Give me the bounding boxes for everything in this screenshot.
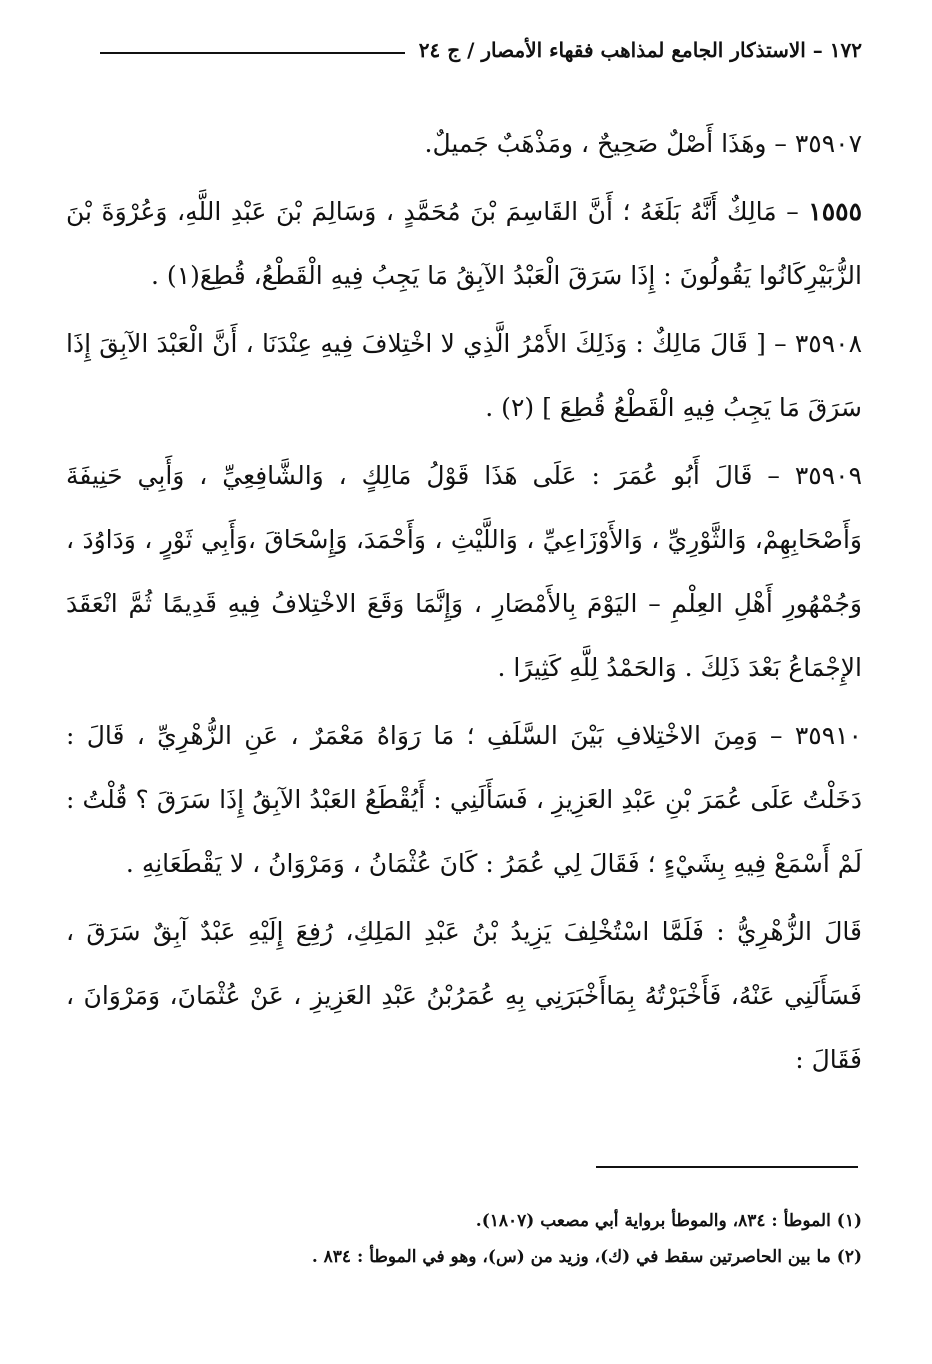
paragraph-text: قَالَ أَبُو عُمَرَ : عَلَى هَذَا قَوْلُ مَالِكٍ ، وَالشَّافِعِيِّ ، وَأَبِي حَنِيفَةَ وَأَصْحَابِهِمْ، وَالثَّوْرِيِّ ، وَالأَوْزَاعِيِّ ، وَاللَّيْثِ ، وَأَحْمَدَ، وَإِسْحَاقَ ،وَأَبِي ثَوْرٍ ، وَدَاوُدَ ، وَجُمْهُورِ أَهْلِ العِلْمِ – اليَوْمَ بِالأَمْصَارِ ، وَإِنَّمَا وَقَعَ الاخْتِلافُ فِيهِ قَدِيمًا ثُمَّ انْعَقَدَ الإِجْمَاعُ بَعْدَ ذَلِكَ . وَالحَمْدُ لِلَّهِ كَثِيرًا .: [66, 461, 862, 682]
main-text: [66, 112, 862, 1092]
paragraph-number: ٣٥٩٠٩: [794, 461, 862, 490]
paragraph-zuhri: [66, 900, 862, 1092]
paragraph-35908: ٣٥٩٠٨ – [ قَالَ مَالِكٌ : وَذَلِكَ الأَمْرُ الَّذِي لا اخْتِلافَ فِيهِ عِنْدَنَا ، أَنَّ الْعَبْدَ الآبِقَ إِذَا سَرَقَ مَا يَجِبُ فِيهِ الْقَطْعُ قُطِعَ ] (٢) .: [66, 329, 862, 422]
footnote-2: (٢) ما بين الحاصرتين سقط في (ك)، وزيد من (س)، وهو في الموطأ : ٨٣٤ .: [311, 1247, 862, 1267]
running-head-text: ١٧٢ – الاستذكار الجامع لمذاهب فقهاء الأمصار / ج ٢٤: [418, 38, 862, 62]
footnote-1: (١) الموطأ : ٨٣٤، والموطأ برواية أبي مصعب (١٨٠٧).: [475, 1211, 862, 1231]
header-rule: [100, 52, 405, 54]
paragraph-35910: ٣٥٩١٠ – وَمِنَ الاخْتِلافِ بَيْنَ السَّلَفِ ؛ مَا رَوَاهُ مَعْمَرٌ ، عَنِ الزُّهْرِيِّ ، قَالَ : دَخَلْتُ عَلَى عُمَرَ بْنِ عَبْدِ العَزِيزِ ، فَسَأَلَنِي : أَيُقْطَعُ العَبْدُ الآبِقُ إِذَا سَرَقَ ؟ قُلْتُ : لَمْ أَسْمَعْ فِيهِ بِشَيْءٍ ؛ فَقَالَ لِي عُمَرُ : كَانَ عُثْمَانُ ، وَمَرْوَانُ ، لا يَقْطَعَانِهِ .: [66, 721, 862, 878]
paragraph-text: مَالِكٌ أَنَّهُ بَلَغَهُ ؛ أَنَّ القَاسِمَ بْنَ مُحَمَّدٍ ، وَسَالِمَ بْنَ عَبْدِ اللَّهِ، وَعُرْوَةَ بْنَ الزُّبَيْرِكَانُوا يَقُولُونَ : إِذَا سَرَقَ الْعَبْدُ الآبِقُ مَا يَجِبُ فِيهِ الْقَطْعُ، قُطِعَ(١) .: [66, 197, 862, 290]
footnotes: [200, 1203, 862, 1275]
paragraph-number: ٣٥٩٠٨: [794, 329, 862, 358]
paragraph-text: [ قَالَ مَالِكٌ : وَذَلِكَ الأَمْرُ الَّذِي لا اخْتِلافَ فِيهِ عِنْدَنَا ، أَنَّ الْعَبْدَ الآبِقَ إِذَا سَرَقَ مَا يَجِبُ فِيهِ الْقَطْعُ قُطِعَ ] (٢) .: [66, 329, 862, 422]
paragraph-number: ٣٥٩١٠: [794, 721, 862, 750]
paragraph-1555: ١٥٥٥ – مَالِكٌ أَنَّهُ بَلَغَهُ ؛ أَنَّ القَاسِمَ بْنَ مُحَمَّدٍ ، وَسَالِمَ بْنَ عَبْدِ اللَّهِ، وَعُرْوَةَ بْنَ الزُّبَيْرِكَانُوا يَقُولُونَ : إِذَا سَرَقَ الْعَبْدُ الآبِقُ مَا يَجِبُ فِيهِ الْقَطْعُ، قُطِعَ(١) .: [66, 197, 862, 290]
paragraph-text: وهَذَا أَصْلٌ صَحِيحٌ ، ومَذْهَبٌ جَميلٌ.: [424, 129, 767, 158]
paragraph-text: قَالَ الزُّهْرِيُّ : فَلَمَّا اسْتُخْلِفَ يَزِيدُ بْنُ عَبْدِ المَلِكِ، رُفِعَ إِلَيْهِ عَبْدٌ آبِقٌ سَرَقَ ، فَسَأَلَنِي عَنْهُ، فَأَخْبَرْتُهُ بِمَاأَخْبَرَنِي بِهِ عُمَرُبْنُ عَبْدِ العَزِيزِ ، عَنْ عُثْمَانَ، وَمَرْوَانَ ، فَقَالَ :: [66, 917, 862, 1074]
running-header: [100, 38, 862, 62]
hadith-number: ١٥٥٥: [808, 197, 862, 226]
paragraph-text: وَمِنَ الاخْتِلافِ بَيْنَ السَّلَفِ ؛ مَا رَوَاهُ مَعْمَرٌ ، عَنِ الزُّهْرِيِّ ، قَالَ : دَخَلْتُ عَلَى عُمَرَ بْنِ عَبْدِ العَزِيزِ ، فَسَأَلَنِي : أَيُقْطَعُ العَبْدُ الآبِقُ إِذَا سَرَقَ ؟ قُلْتُ : لَمْ أَسْمَعْ فِيهِ بِشَيْءٍ ؛ فَقَالَ لِي عُمَرُ : كَانَ عُثْمَانُ ، وَمَرْوَانُ ، لا يَقْطَعَانِهِ .: [66, 721, 862, 878]
footnote-separator: [596, 1166, 858, 1168]
paragraph-number: ٣٥٩٠٧: [794, 129, 862, 158]
paragraph-35907: ٣٥٩٠٧ – وهَذَا أَصْلٌ صَحِيحٌ ، ومَذْهَبٌ جَميلٌ.: [424, 129, 862, 158]
paragraph-35909: ٣٥٩٠٩ – قَالَ أَبُو عُمَرَ : عَلَى هَذَا قَوْلُ مَالِكٍ ، وَالشَّافِعِيِّ ، وَأَبِي حَنِيفَةَ وَأَصْحَابِهِمْ، وَالثَّوْرِيِّ ، وَالأَوْزَاعِيِّ ، وَاللَّيْثِ ، وَأَحْمَدَ، وَإِسْحَاقَ ،وَأَبِي ثَوْرٍ ، وَدَاوُدَ ، وَجُمْهُورِ أَهْلِ العِلْمِ – اليَوْمَ بِالأَمْصَارِ ، وَإِنَّمَا وَقَعَ الاخْتِلافُ فِيهِ قَدِيمًا ثُمَّ انْعَقَدَ الإِجْمَاعُ بَعْدَ ذَلِكَ . وَالحَمْدُ لِلَّهِ كَثِيرًا .: [66, 461, 862, 682]
